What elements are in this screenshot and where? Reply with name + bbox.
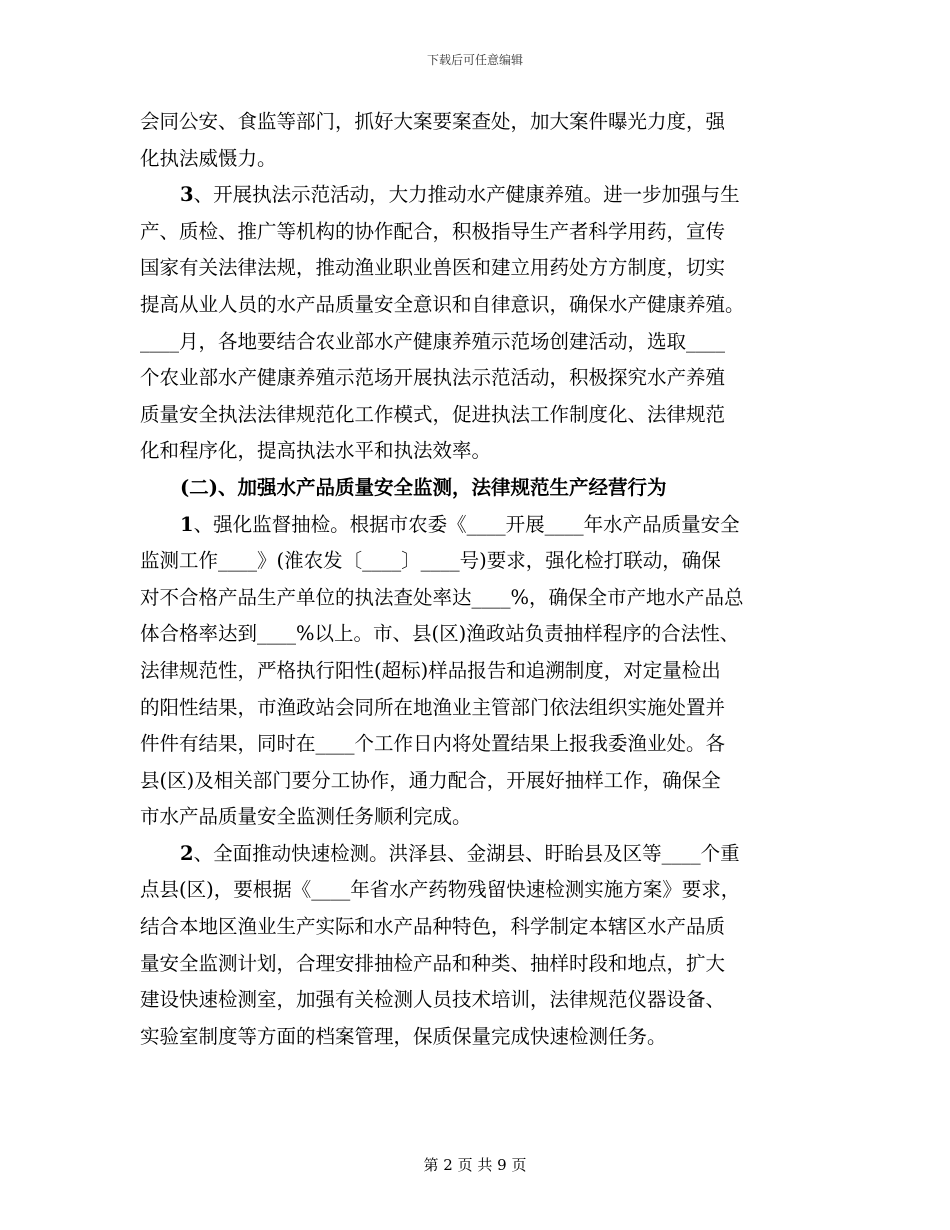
paragraph-text: 、开展执法示范活动，大力推动水产健康养殖。进一步加强与生: [193, 183, 740, 207]
paragraph-line: 的阳性结果，市渔政站会同所在地渔业主管部门依法组织实施处置并: [140, 695, 726, 719]
paragraph-line: 监测工作____》(淮农发〔____〕____号)要求，强化检打联动，确保: [140, 549, 721, 573]
paragraph-line: 国家有关法律法规，推动渔业职业兽医和建立用药处方方制度，切实: [140, 256, 726, 280]
paragraph-line: 实验室制度等方面的档案管理，保质保量完成快速检测任务。: [140, 1024, 667, 1048]
paragraph-line: 化执法威慑力。: [140, 146, 277, 170]
paragraph-line: 个农业部水产健康养殖示范场开展执法示范活动，积极探究水产养殖: [140, 366, 726, 390]
paragraph-line: 体合格率达到____%以上。市、县(区)渔政站负责抽样程序的合法性、: [140, 622, 740, 646]
paragraph-line: 市水产品质量安全监测任务顺利完成。: [140, 805, 472, 829]
paragraph-line: 法律规范性，严格执行阳性(超标)样品报告和追溯制度，对定量检出: [140, 658, 721, 682]
paragraph-line: ____月，各地要结合农业部水产健康养殖示范场创建活动，选取____: [140, 329, 726, 353]
paragraph-text: 、全面推动快速检测。洪泽县、金湖县、盱眙县及区等____个重: [193, 841, 740, 865]
paragraph-line: 提高从业人员的水产品质量安全意识和自律意识，确保水产健康养殖。: [140, 292, 745, 316]
paragraph-line: 会同公安、食监等部门，抓好大案要案查处，加大案件曝光力度，强: [140, 110, 726, 133]
paragraph-line: 点县(区)，要根据《____年省水产药物残留快速检测实施方案》要求，: [140, 878, 741, 902]
item-number: 1: [180, 512, 194, 536]
paragraph-line: 结合本地区渔业生产实际和水产品种特色，科学制定本辖区水产品质: [140, 915, 726, 939]
item-number: 3: [180, 183, 194, 207]
paragraph-line: 化和程序化，提高执法水平和执法效率。: [140, 439, 492, 463]
paragraph-line: 质量安全执法法律规范化工作模式，促进执法工作制度化、法律规范: [140, 402, 726, 426]
paragraph-first-line: [140, 507, 810, 544]
page-header: 下载后可任意编辑: [426, 53, 523, 67]
paragraph-line: 产、质检、推广等机构的协作配合，积极指导生产者科学用药，宣传: [140, 219, 726, 243]
document-body: [140, 104, 810, 1055]
paragraph-line: 县(区)及相关部门要分工协作，通力配合，开展好抽样工作，确保全: [140, 768, 721, 792]
paragraph-line: 量安全监测计划，合理安排抽检产品和种类、抽样时段和地点，扩大: [140, 951, 726, 975]
paragraph-line: 建设快速检测室，加强有关检测人员技术培训，法律规范仪器设备、: [140, 988, 726, 1012]
paragraph-first-line: [140, 836, 810, 873]
section-heading: (二)、加强水产品质量安全监测，法律规范生产经营行为: [180, 475, 667, 499]
paragraph-line: 对不合格产品生产单位的执法查处率达____%，确保全市产地水产品总: [140, 585, 744, 609]
item-number: 2: [180, 841, 194, 865]
paragraph-line: 件件有结果，同时在____个工作日内将处置结果上报我委渔业处。各: [140, 732, 726, 756]
page-footer: 第 2 页 共 9 页: [423, 1156, 527, 1174]
paragraph-text: 、强化监督抽检。根据市农委《____开展____年水产品质量安全: [193, 512, 740, 536]
paragraph-first-line: [140, 177, 810, 214]
